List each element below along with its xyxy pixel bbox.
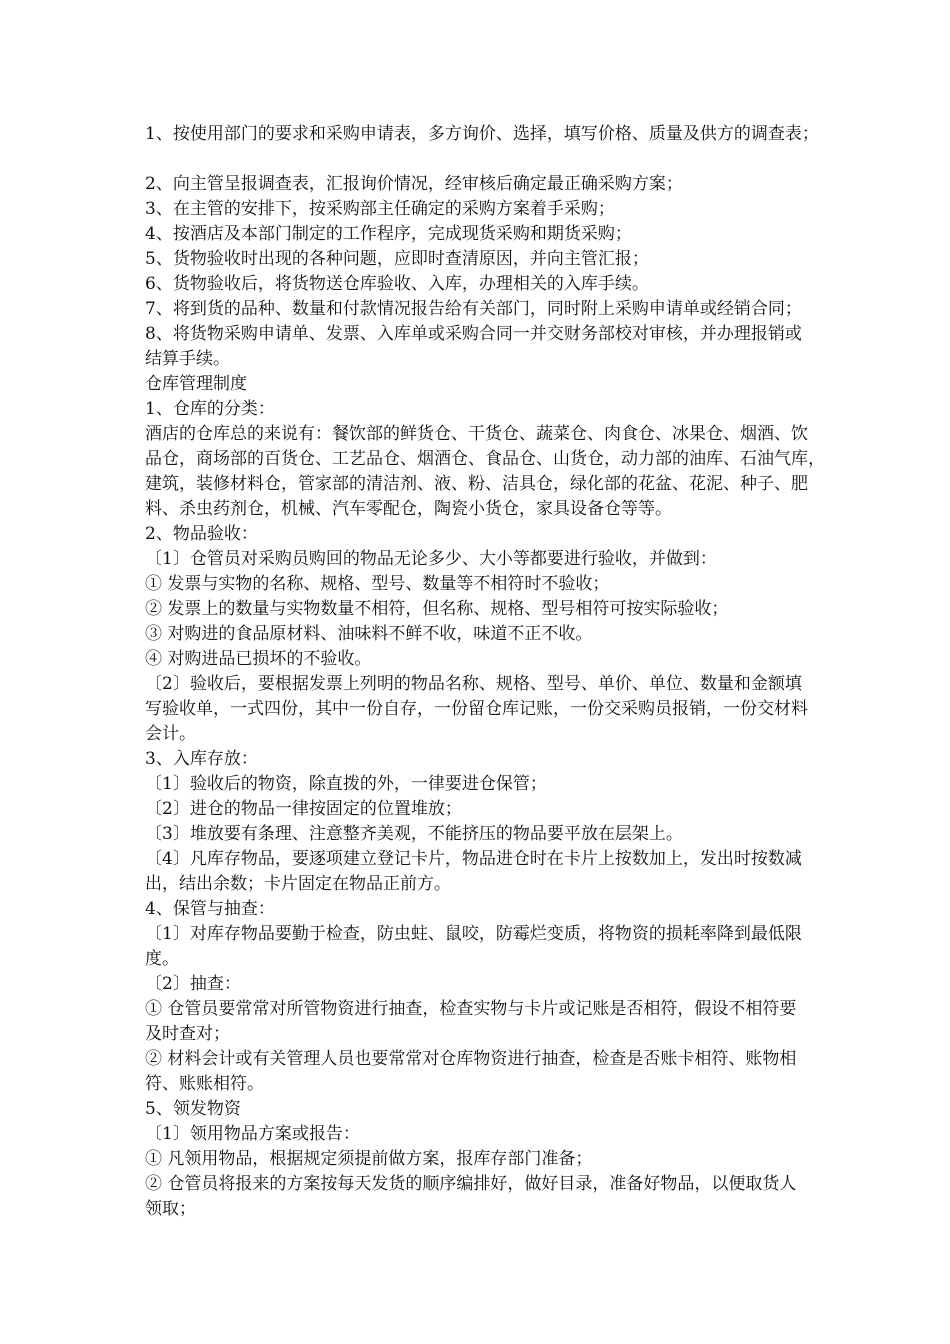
text-line: 度。 bbox=[145, 949, 179, 969]
text-line: 符、账账相符。 bbox=[145, 1074, 264, 1094]
text-line: 7、将到货的品种、数量和付款情况报告给有关部门，同时附上采购申请单或经销合同； bbox=[145, 299, 802, 319]
text-line: 〔1〕对库存物品要勤于检查，防虫蛀、鼠咬，防霉烂变质，将物资的损耗率降到最低限 bbox=[145, 924, 802, 944]
text-line: 5、领发物资 bbox=[145, 1099, 241, 1119]
text-line: 出，结出余数；卡片固定在物品正前方。 bbox=[145, 874, 451, 894]
text-line: 8、将货物采购申请单、发票、入库单或采购合同一并交财务部校对审核，并办理报销或 bbox=[145, 324, 802, 344]
text-line: 〔1〕仓管员对采购员购回的物品无论多少、大小等都要进行验收，并做到： bbox=[145, 549, 717, 569]
text-line: ② 发票上的数量与实物数量不相符，但名称、规格、型号相符可按实际验收； bbox=[145, 599, 729, 619]
text-line: 建筑，装修材料仓，管家部的清洁剂、液、粉、洁具仓，绿化部的花盆、花泥、种子、肥 bbox=[145, 474, 808, 494]
text-line: 〔1〕领用物品方案或报告： bbox=[145, 1124, 360, 1144]
text-line: 〔2〕抽查： bbox=[145, 974, 241, 994]
text-line: ② 仓管员将报来的方案按每天发货的顺序编排好，做好目录，准备好物品，以便取货人 bbox=[145, 1174, 797, 1194]
text-line: 〔2〕进仓的物品一律按固定的位置堆放； bbox=[145, 799, 462, 819]
text-line: 〔2〕验收后，要根据发票上列明的物品名称、规格、型号、单价、单位、数量和金额填 bbox=[145, 674, 802, 694]
text-line: 〔1〕验收后的物资，除直拨的外，一律要进仓保管； bbox=[145, 774, 547, 794]
blank-line bbox=[145, 147, 905, 172]
text-line: 3、入库存放： bbox=[145, 749, 258, 769]
text-line: 写验收单，一式四份，其中一份自存，一份留仓库记账，一份交采购员报销，一份交材料 bbox=[145, 699, 808, 719]
text-line: 品仓，商场部的百货仓、工艺品仓、烟酒仓、食品仓、山货仓，动力部的油库、石油气库， bbox=[145, 449, 825, 469]
text-line: ③ 对购进的食品原材料、油味料不鲜不收，味道不正不收。 bbox=[145, 624, 593, 644]
text-line: 会计。 bbox=[145, 724, 196, 744]
text-line: 4、按酒店及本部门制定的工作程序，完成现货采购和期货采购； bbox=[145, 224, 632, 244]
text-line: 〔4〕凡库存物品，要逐项建立登记卡片，物品进仓时在卡片上按数加上，发出时按数减 bbox=[145, 849, 802, 869]
text-line: 1、按使用部门的要求和采购申请表，多方询价、选择，填写价格、质量及供方的调查表； bbox=[145, 124, 819, 144]
text-line: ① 凡领用物品，根据规定须提前做方案，报库存部门准备； bbox=[145, 1149, 593, 1169]
text-line: 4、保管与抽查： bbox=[145, 899, 275, 919]
text-line: 5、货物验收时出现的各种问题，应即时查清原因，并向主管汇报； bbox=[145, 249, 649, 269]
text-line: 1、仓库的分类： bbox=[145, 399, 275, 419]
text-line: 料、杀虫药剂仓，机械、汽车零配仓，陶瓷小货仓，家具设备仓等等。 bbox=[145, 499, 672, 519]
text-line: 结算手续。 bbox=[145, 349, 230, 369]
text-line: ② 材料会计或有关管理人员也要常常对仓库物资进行抽查，检查是否账卡相符、账物相 bbox=[145, 1049, 797, 1069]
text-line: 〔3〕堆放要有条理、注意整齐美观，不能挤压的物品要平放在层架上。 bbox=[145, 824, 683, 844]
text-line: 2、向主管呈报调查表，汇报询价情况，经审核后确定最正确采购方案； bbox=[145, 174, 683, 194]
text-line: ① 仓管员要常常对所管物资进行抽查，检查实物与卡片或记账是否相符，假设不相符要 bbox=[145, 999, 797, 1019]
text-line: 酒店的仓库总的来说有：餐饮部的鲜货仓、干货仓、蔬菜仓、肉食仓、冰果仓、烟酒、饮 bbox=[145, 424, 808, 444]
text-line: 及时查对； bbox=[145, 1024, 230, 1044]
text-line: 领取； bbox=[145, 1199, 196, 1219]
text-line: 3、在主管的安排下，按采购部主任确定的采购方案着手采购； bbox=[145, 199, 615, 219]
document-body bbox=[145, 122, 905, 1222]
text-line: 6、货物验收后，将货物送仓库验收、入库，办理相关的入库手续。 bbox=[145, 274, 649, 294]
text-line: 2、物品验收： bbox=[145, 524, 258, 544]
text-line: ④ 对购进品已损坏的不验收。 bbox=[145, 649, 372, 669]
text-line: ① 发票与实物的名称、规格、型号、数量等不相符时不验收； bbox=[145, 574, 610, 594]
section-heading: 仓库管理制度 bbox=[145, 374, 247, 394]
